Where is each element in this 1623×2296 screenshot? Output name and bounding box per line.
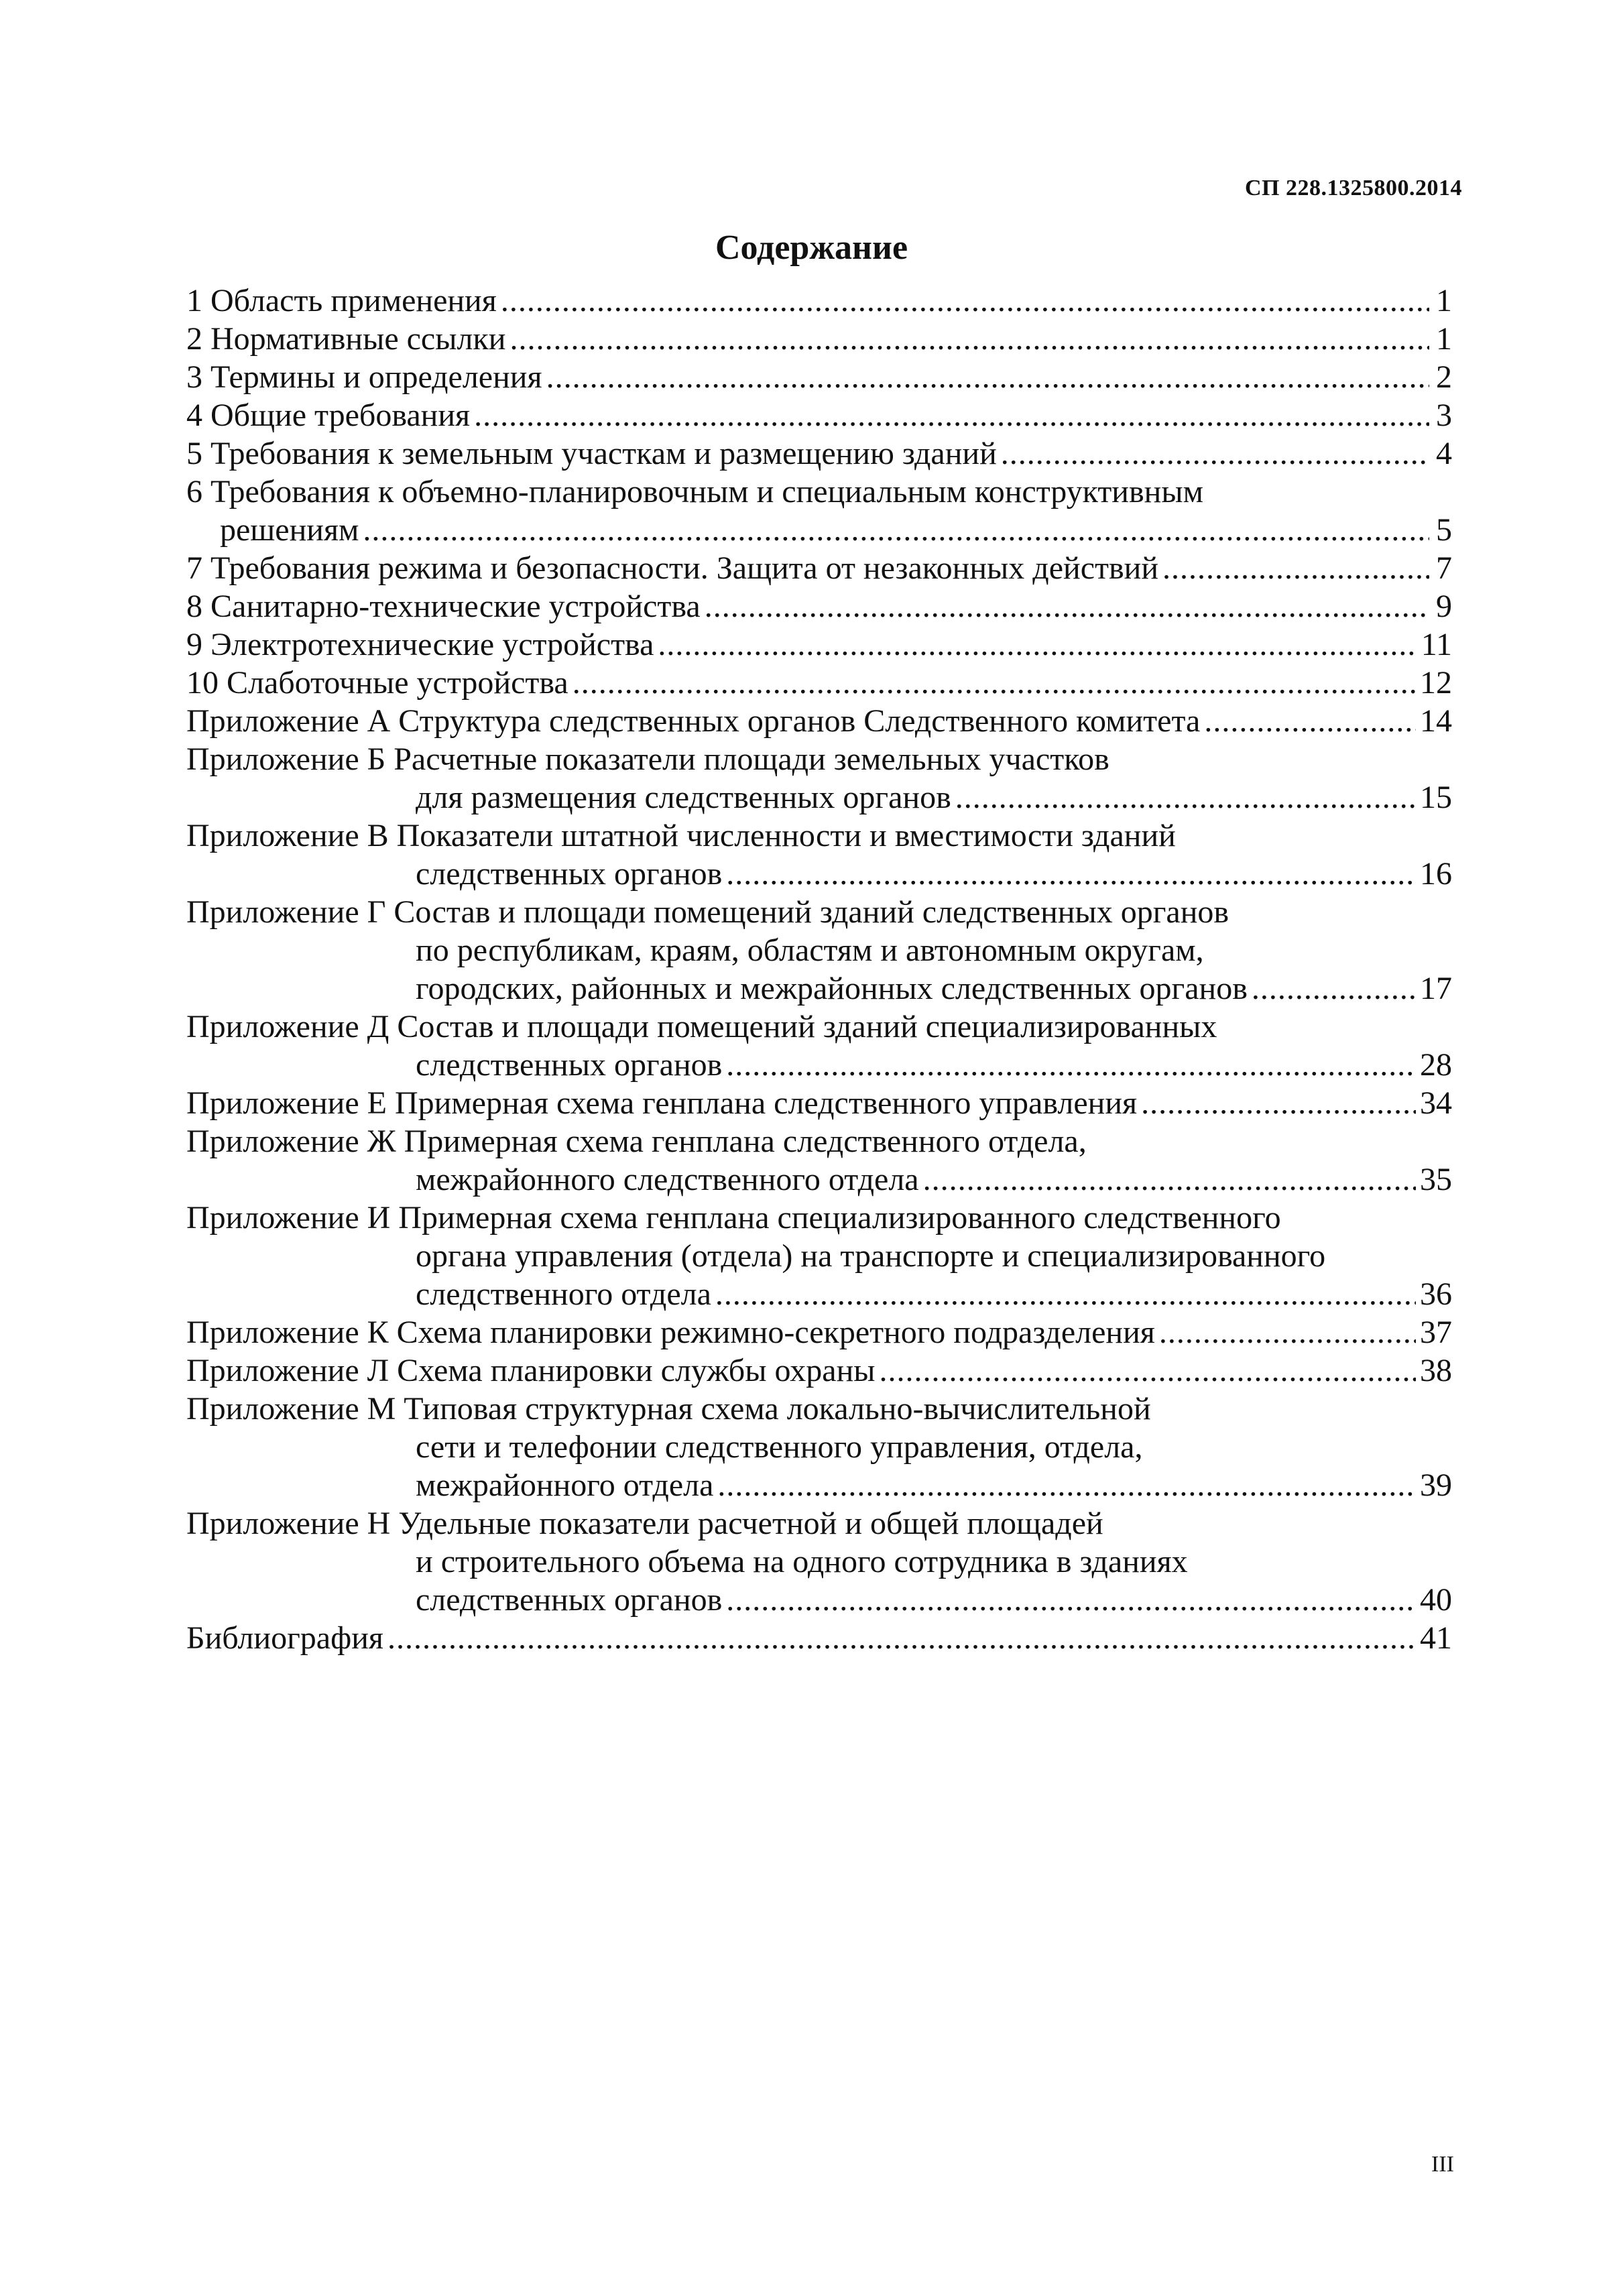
toc-line (186, 511, 1452, 549)
toc-entry-text: Приложение М Типовая структурная схема локально-вычислительной (186, 1391, 1151, 1427)
toc-page-number: 16 (1420, 856, 1452, 892)
document-code: СП 228.1325800.2014 (1245, 176, 1462, 200)
dot-leader (658, 625, 1417, 664)
dot-leader (923, 1160, 1416, 1199)
dot-leader (1001, 434, 1429, 473)
toc-entry-text: 5 Требования к земельным участкам и размещению зданий (186, 436, 997, 471)
toc-entry-text: Приложение Н Удельные показатели расчетной и общей площадей (186, 1506, 1103, 1541)
dot-leader (1204, 702, 1416, 740)
toc-entry-text: городских, районных и межрайонных следственных органов (416, 971, 1248, 1006)
toc-entry-text: 9 Электротехнические устройства (186, 627, 654, 662)
toc-entry-text: органа управления (отдела) на транспорте и специализированного (416, 1238, 1326, 1274)
page-title: Содержание (715, 229, 908, 267)
toc-line (186, 893, 1452, 931)
toc-entry-text: 7 Требования режима и безопасности. Защита от незаконных действий (186, 550, 1159, 586)
toc-entry-text: 4 Общие требования (186, 398, 471, 433)
dot-leader (726, 855, 1416, 893)
dot-leader (726, 1046, 1416, 1084)
toc-page-number: 37 (1420, 1315, 1452, 1350)
toc-page-number: 12 (1420, 665, 1452, 701)
dot-leader (1162, 549, 1429, 587)
toc-line (186, 969, 1452, 1008)
toc-entry-text: Приложение Е Примерная схема генплана следственного управления (186, 1085, 1138, 1121)
toc-entry-text: Приложение Д Состав и площади помещений зданий специализированных (186, 1009, 1217, 1044)
toc-entry-text: для размещения следственных органов (416, 780, 951, 815)
toc-line (186, 817, 1452, 855)
toc-line (186, 473, 1452, 511)
toc-entry-text: Приложение Б Расчетные показатели площади земельных участков (186, 741, 1109, 777)
toc-line (186, 1466, 1452, 1504)
toc-page-number: 9 (1436, 589, 1452, 624)
dot-leader (509, 320, 1429, 358)
toc-entry-text: 10 Слаботочные устройства (186, 665, 568, 701)
toc-page-number: 1 (1436, 321, 1452, 357)
dot-leader (387, 1619, 1416, 1657)
toc-page-number: 4 (1436, 436, 1452, 471)
toc-entry-text: Приложение И Примерная схема генплана специализированного следственного (186, 1200, 1281, 1235)
toc-page-number: 35 (1420, 1162, 1452, 1197)
toc-page-number: 40 (1420, 1582, 1452, 1618)
toc-line (186, 587, 1452, 625)
toc-line (186, 396, 1452, 434)
toc-line (186, 855, 1452, 893)
toc-line (186, 1199, 1452, 1237)
toc-line (186, 1390, 1452, 1428)
toc-line (186, 931, 1452, 969)
toc-entry-text: Приложение В Показатели штатной численности и вместимости зданий (186, 818, 1176, 853)
toc-line (186, 778, 1452, 817)
toc-entry-text: 1 Область применения (186, 283, 497, 318)
toc-line (186, 1237, 1452, 1275)
toc-entry-text: 2 Нормативные ссылки (186, 321, 506, 357)
toc-page-number: 28 (1420, 1047, 1452, 1083)
toc-line (186, 1581, 1452, 1619)
toc-entry-text: 8 Санитарно-технические устройства (186, 589, 701, 624)
toc-entry-text: следственных органов (416, 856, 723, 892)
dot-leader (363, 511, 1429, 549)
page-number: III (1431, 2152, 1454, 2177)
dot-leader (955, 778, 1416, 817)
toc-line (186, 1543, 1452, 1581)
dot-leader (705, 587, 1429, 625)
toc-page-number: 39 (1420, 1467, 1452, 1503)
toc-entry-text: по республикам, краям, областям и автономным округам, (416, 932, 1204, 968)
toc-page-number: 34 (1420, 1085, 1452, 1121)
toc-page-number: 5 (1436, 512, 1452, 548)
toc-entry-text: Приложение А Структура следственных органов Следственного комитета (186, 703, 1201, 739)
toc-line (186, 1160, 1452, 1199)
dot-leader (1252, 969, 1416, 1008)
toc-line (186, 664, 1452, 702)
toc-line (186, 1046, 1452, 1084)
toc-entry-text: Приложение Л Схема планировки службы охраны (186, 1353, 876, 1388)
toc-entry-text: следственного отдела (416, 1276, 711, 1312)
dot-leader (546, 358, 1429, 396)
dot-leader (717, 1466, 1416, 1504)
toc-entry-text: Приложение Г Состав и площади помещений зданий следственных органов (186, 894, 1229, 930)
toc-entry-text: следственных органов (416, 1047, 723, 1083)
toc-line (186, 740, 1452, 778)
dot-leader (880, 1351, 1416, 1390)
toc-entry-text: межрайонного следственного отдела (416, 1162, 919, 1197)
toc-page-number: 14 (1420, 703, 1452, 739)
toc-entry-text: 3 Термины и определения (186, 359, 542, 395)
toc-line (186, 1008, 1452, 1046)
toc-line (186, 1619, 1452, 1657)
toc-page-number: 2 (1436, 359, 1452, 395)
toc-entry-text: и строительного объема на одного сотрудника в зданиях (416, 1544, 1188, 1579)
toc-line (186, 702, 1452, 740)
toc-line (186, 1428, 1452, 1466)
toc-line (186, 320, 1452, 358)
toc-page-number: 11 (1421, 627, 1452, 662)
toc-page-number: 15 (1420, 780, 1452, 815)
toc-page-number: 41 (1420, 1620, 1452, 1656)
toc-entry-text: межрайонного отдела (416, 1467, 714, 1503)
toc-page-number: 3 (1436, 398, 1452, 433)
toc-page-number: 1 (1436, 283, 1452, 318)
toc-line (186, 282, 1452, 320)
toc-entry-text: следственных органов (416, 1582, 723, 1618)
toc-entry-text: 6 Требования к объемно-планировочным и специальным конструктивным (186, 474, 1203, 509)
toc-entry-text: Приложение К Схема планировки режимно-секретного подразделения (186, 1315, 1155, 1350)
toc-line (186, 1313, 1452, 1351)
toc-line (186, 1351, 1452, 1390)
toc-line (186, 1122, 1452, 1160)
toc-entry-text: Библиография (186, 1620, 383, 1656)
toc-line (186, 625, 1452, 664)
toc-line (186, 1275, 1452, 1313)
dot-leader (726, 1581, 1416, 1619)
dot-leader (501, 282, 1429, 320)
toc-page-number: 17 (1420, 971, 1452, 1006)
toc-page-number: 38 (1420, 1353, 1452, 1388)
toc-line (186, 549, 1452, 587)
dot-leader (573, 664, 1416, 702)
toc-line (186, 358, 1452, 396)
toc-page-number: 7 (1436, 550, 1452, 586)
toc-line (186, 1504, 1452, 1543)
dot-leader (474, 396, 1429, 434)
dot-leader (1141, 1084, 1416, 1122)
toc-entry-text: сети и телефонии следственного управления, отдела, (416, 1429, 1143, 1465)
toc-entry-text: решениям (220, 512, 359, 548)
dot-leader (1159, 1313, 1416, 1351)
dot-leader (715, 1275, 1416, 1313)
toc-page-number: 36 (1420, 1276, 1452, 1312)
table-of-contents (186, 282, 1452, 1657)
toc-line (186, 434, 1452, 473)
toc-entry-text: Приложение Ж Примерная схема генплана следственного отдела, (186, 1124, 1087, 1159)
toc-line (186, 1084, 1452, 1122)
